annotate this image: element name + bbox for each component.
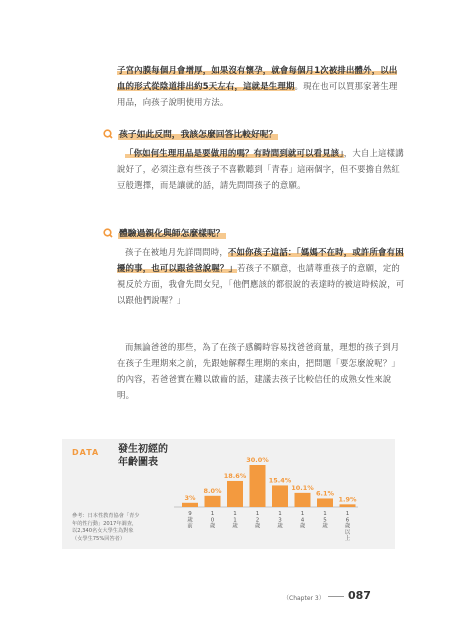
chart-category-label: 歲 [254,523,261,530]
body-text: 若孩子不願意，也請尊重孩子的意願，定的視反於方面，我會先問女兒，「他們應該的都很說的表達時的被這時候說，可以跟他們說喔？」 [117,263,405,305]
chart-title-line-1: 發生初經的 [118,444,168,455]
chart-category-label: 歲 [209,523,216,530]
chart-category-label: 歲 [277,523,283,530]
paragraph-3 [117,244,405,308]
question-1 [103,127,278,140]
chart-bar [272,485,288,507]
chart-category-label: 1 [255,511,260,517]
chart-title-line-2: 年齡圖表 [118,457,158,468]
data-tag: DATA [72,448,100,457]
page-number: 087 [348,589,371,602]
paragraph-1 [117,62,405,110]
chart-title [118,443,168,469]
chart-category-label: 5 [323,517,327,524]
chart-value-label: 10.1% [291,483,314,492]
chart-category-label: 9 [188,511,192,517]
chart-category-label: 歲 [322,523,328,530]
chart-value-label: 8.0% [203,486,222,495]
chart-bar [205,496,221,507]
chart-value-label: 3% [184,493,196,502]
data-chart-box [62,439,395,549]
chart-bar [317,498,333,507]
chart-value-label: 1.9% [338,495,357,504]
chart-category-label: 1 [210,511,215,517]
highlight-text: 「你如何生理用品是要做用的嗎？有時間到就可以看見該」 [125,148,344,158]
chart-category-label: 1 [233,517,237,524]
chart-bar [295,493,311,507]
chart-category-label: 0 [210,517,215,524]
question-q-icon [103,129,113,139]
paragraph-4: 而無論爸爸的那些，為了在孩子感觸時容易找爸爸商量，理想的孩子到月在孩子生理期來之前，先跟她解釋生理期的來由，把問題「要怎麼說呢？」的內容，若爸爸實在難以啟齒的話，建議去孩子比較信任的成熟女性來說明。 [117,342,400,400]
highlight-text: 子宮內膜每個月會增厚，如果沒有懷孕，就會每個月1次被排出體外，以出血的形式從陰道排出約5天左右，這就是生理期 [117,65,398,91]
chart-category-label: 1 [323,511,327,517]
question-2-text: 體驗過親化與師怎麼樣呢？ [118,226,226,239]
chart-category-label: 上 [344,536,351,543]
chart-bar [227,481,243,507]
chart-category-label: 以 [344,529,351,536]
chart-category-label: 前 [187,523,193,530]
body-text: 。現在也可以買那家著生理用品，向孩子說明使用方法。 [117,81,398,107]
question-q-icon [103,228,113,238]
chart-category-label: 1 [278,511,282,517]
footer-divider [328,596,344,597]
chart-category-label: 1 [300,511,305,517]
chart-value-label: 30.0% [246,456,269,464]
question-2 [103,226,226,239]
chart-category-label: 歲 [232,523,238,530]
chart-bar [340,504,356,507]
chart-source-note: 參考：日本性教育協會「青少年的性行動」2017年調查，以2,340名女大學生為對象（女學生75%回答者） [72,513,140,542]
chapter-label: （Chapter 3） [283,595,325,602]
chart-category-label: 歲 [299,523,306,530]
chart-category-label: 2 [255,517,260,524]
highlight-text: 不如你孩子這話：「媽媽不在時，或許所會有困擾的事，也可以跟爸爸說喔？」 [117,247,404,273]
chart-category-label: 1 [233,511,237,517]
chart-category-label: 4 [300,517,305,524]
chart-category-label: 3 [278,517,282,524]
body-text: 孩子在被地月先詳問問時， [125,247,228,257]
chart-value-label: 6.1% [315,489,335,498]
chart-value-label: 15.4% [268,476,292,485]
chart-category-label: 1 [345,511,350,517]
chart-bar [182,503,198,507]
chart-category-label: 歲 [344,523,351,530]
chart-bar [250,465,266,507]
chart-category-label: 歲 [187,517,193,524]
chart-category-label: 6 [345,517,350,524]
body-text: ，大自上這樣講說好了，必須注意有些孩子不喜歡聽到「青春」這兩個字，但不要擔自然紅豆般選擇，而是讓就的話，請先問問孩子的意願。 [117,148,404,190]
question-1-text: 孩子如此反問，我該怎麼回答比較好呢？ [118,127,278,140]
chart-value-label: 18.6% [223,471,247,480]
paragraph-2 [117,145,405,193]
